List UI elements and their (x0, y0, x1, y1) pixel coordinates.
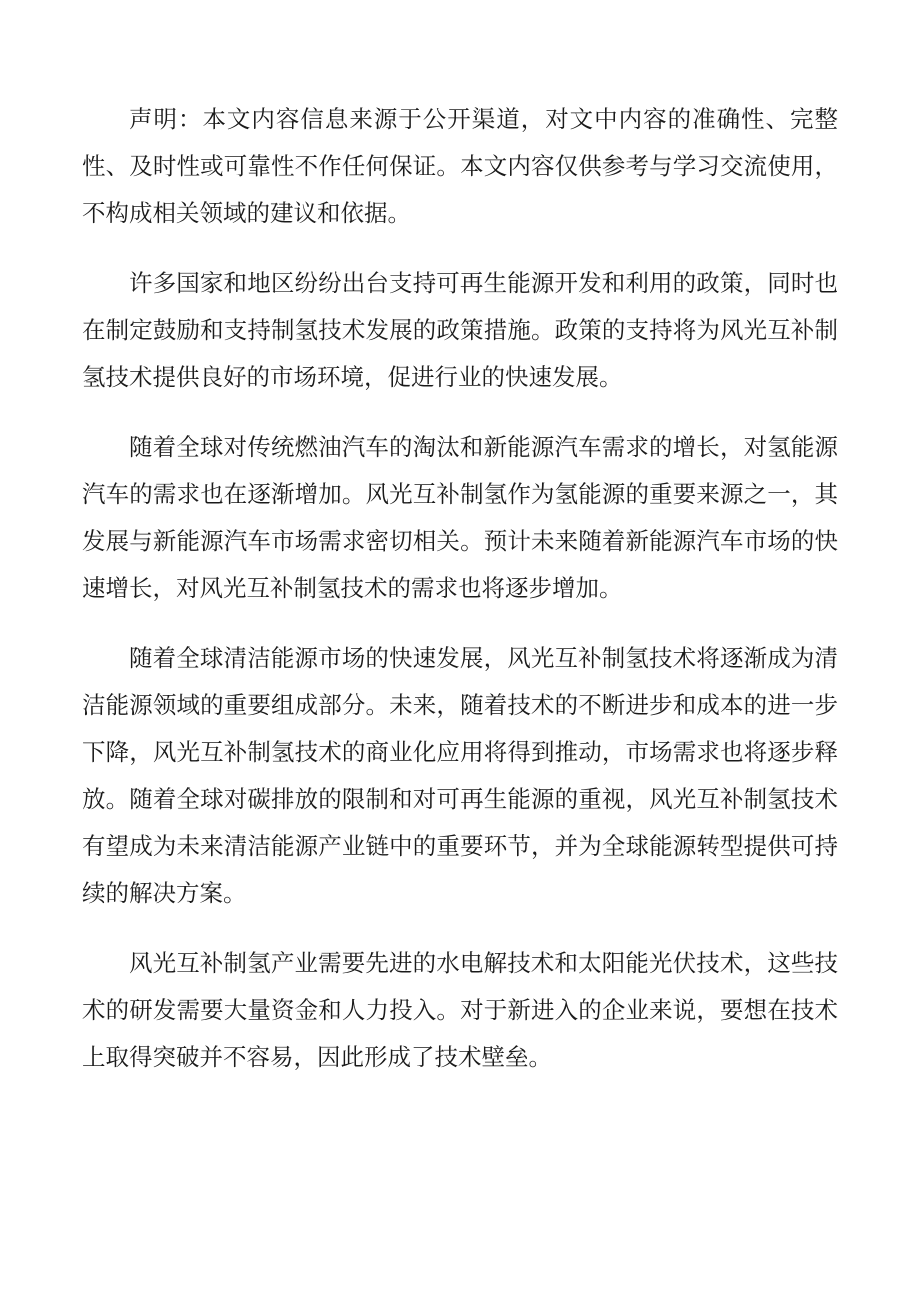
disclaimer-paragraph: 声明：本文内容信息来源于公开渠道，对文中内容的准确性、完整性、及时性或可靠性不作任何保证。本文内容仅供参考与学习交流使用，不构成相关领域的建议和依据。 (82, 105, 838, 227)
policy-paragraph: 许多国家和地区纷纷出台支持可再生能源开发和利用的政策，同时也在制定鼓励和支持制氢技术发展的政策措施。政策的支持将为风光互补制氢技术提供良好的市场环境，促进行业的快速发展。 (82, 269, 838, 391)
technical-barrier-paragraph: 风光互补制氢产业需要先进的水电解技术和太阳能光伏技术，这些技术的研发需要大量资金和人力投入。对于新进入的企业来说，要想在技术上取得突破并不容易，因此形成了技术壁垒。 (82, 949, 838, 1071)
document-body (82, 96, 838, 1104)
clean-energy-market-paragraph: 随着全球清洁能源市场的快速发展，风光互补制氢技术将逐渐成为清洁能源领域的重要组成部分。未来，随着技术的不断进步和成本的进一步下降，风光互补制氢技术的商业化应用将得到推动，市场需求也将逐步释放。随着全球对碳排放的限制和对可再生能源的重视，风光互补制氢技术有望成为未来清洁能源产业链中的重要环节，并为全球能源转型提供可持续的解决方案。 (82, 644, 838, 907)
hydrogen-vehicle-demand-paragraph: 随着全球对传统燃油汽车的淘汰和新能源汽车需求的增长，对氢能源汽车的需求也在逐渐增加。风光互补制氢作为氢能源的重要来源之一，其发展与新能源汽车市场需求密切相关。预计未来随着新能源汽车市场的快速增长，对风光互补制氢技术的需求也将逐步增加。 (82, 433, 838, 602)
